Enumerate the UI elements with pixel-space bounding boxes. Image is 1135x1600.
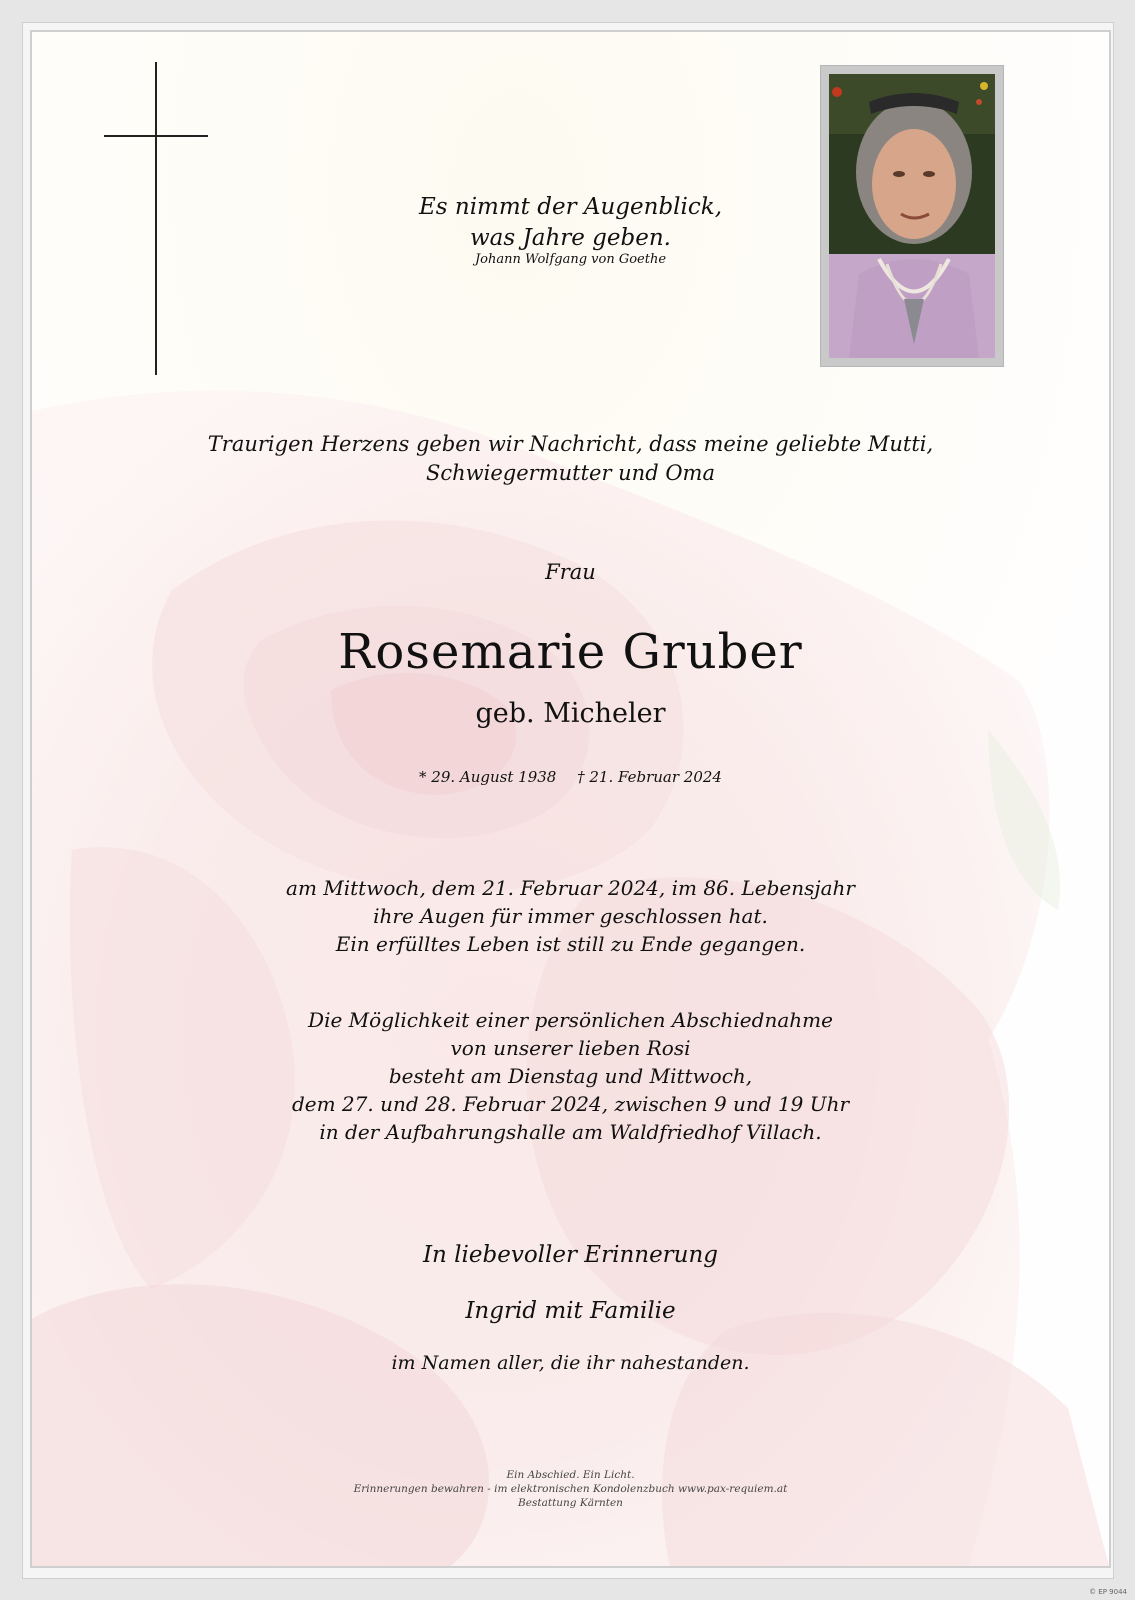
- footer-line: Bestattung Kärnten: [518, 1497, 623, 1509]
- death-date: † 21. Februar 2024: [577, 768, 722, 786]
- quote-line: was Jahre geben.: [470, 225, 671, 251]
- intro-text: [32, 430, 1109, 488]
- closing-remembrance: In liebevoller Erinnerung: [422, 1242, 719, 1268]
- farewell-line: dem 27. und 28. Februar 2024, zwischen 9 und 19 Uhr: [291, 1092, 850, 1116]
- maiden-name: geb. Micheler: [475, 698, 666, 729]
- birth-date: * 29. August 1938: [419, 768, 557, 786]
- passing-line: ihre Augen für immer geschlossen hat.: [373, 904, 768, 928]
- footer: [32, 1468, 1109, 1510]
- passing-line: am Mittwoch, dem 21. Februar 2024, im 86. Lebensjahr: [286, 876, 855, 900]
- footer-line: Erinnerungen bewahren - im elektronischen Kondolenzbuch www.pax-requiem.at: [353, 1483, 788, 1495]
- quote-author: Johann Wolfgang von Goethe: [474, 252, 667, 267]
- passing-text: [32, 874, 1109, 958]
- quote-line: Es nimmt der Augenblick,: [418, 194, 723, 220]
- farewell-text: [32, 1006, 1109, 1146]
- farewell-line: Die Möglichkeit einer persönlichen Abschiednahme: [308, 1008, 833, 1032]
- footer-line: Ein Abschied. Ein Licht.: [506, 1469, 635, 1481]
- intro-line: Traurigen Herzens geben wir Nachricht, dass meine geliebte Mutti,: [207, 432, 934, 456]
- farewell-line: besteht am Dienstag und Mittwoch,: [388, 1064, 753, 1088]
- deceased-name: Rosemarie Gruber: [338, 624, 803, 680]
- template-code: © EP 9044: [1089, 1588, 1127, 1596]
- mourners-line: im Namen aller, die ihr nahestanden.: [391, 1352, 750, 1374]
- farewell-line: von unserer lieben Rosi: [450, 1036, 691, 1060]
- quote: [32, 192, 1109, 254]
- salutation: Frau: [545, 560, 596, 584]
- life-dates: [32, 768, 1109, 786]
- intro-line: Schwiegermutter und Oma: [426, 461, 715, 485]
- passing-line: Ein erfülltes Leben ist still zu Ende gegangen.: [335, 932, 806, 956]
- farewell-line: in der Aufbahrungshalle am Waldfriedhof Villach.: [319, 1120, 822, 1144]
- death-notice-page: [30, 30, 1111, 1568]
- family-signature: Ingrid mit Familie: [465, 1298, 676, 1324]
- cross-horizontal-bar: [104, 135, 208, 137]
